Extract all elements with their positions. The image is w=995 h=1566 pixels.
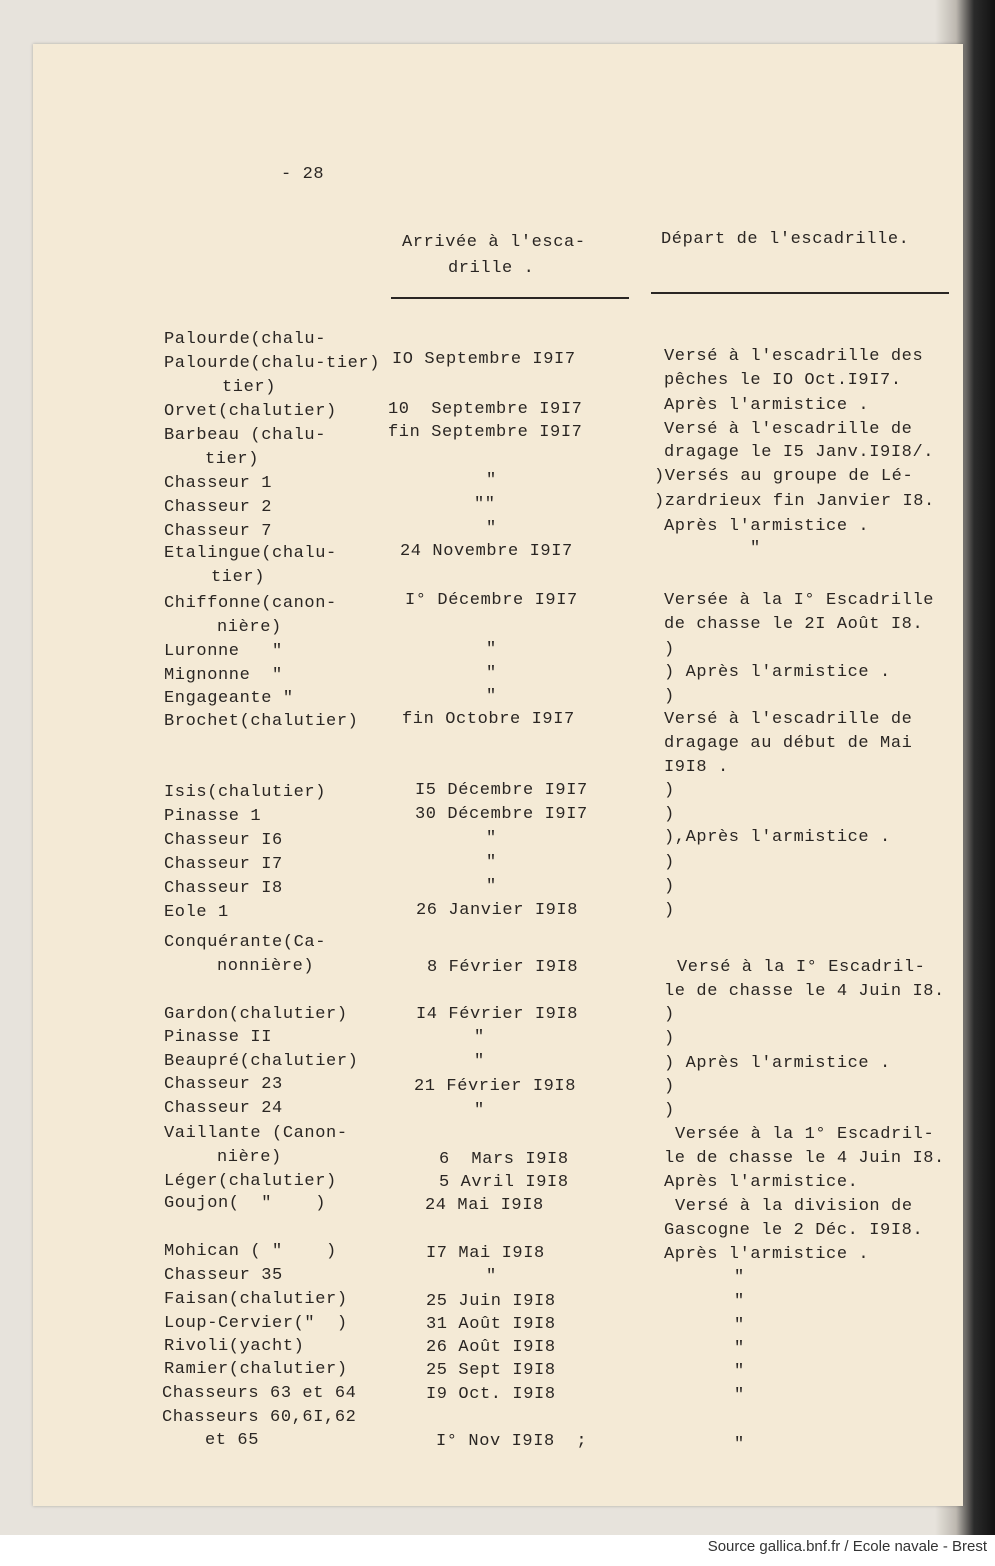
vessel-name: Ramier(chalutier) [164,1360,348,1379]
departure-note: de chasse le 2I Août I8. [664,615,924,634]
header-departure: Départ de l'escadrille. [661,230,910,249]
vessel-name: Chasseur I6 [164,831,283,850]
arrival-date: I° Nov I9I8 ; [436,1432,588,1451]
arrival-date: 10 Septembre I9I7 [388,400,583,419]
departure-note: ) [664,1005,675,1024]
departure-note: dragage le I5 Janv.I9I8/. [664,443,935,462]
arrival-date: 24 Mai I9I8 [425,1196,544,1215]
arrival-date: " [486,664,497,683]
arrival-date: I5 Décembre I9I7 [415,781,588,800]
departure-note: I9I8 . [664,758,729,777]
departure-note: ) [664,853,675,872]
vessel-name: Brochet(chalutier) [164,712,359,731]
vessel-name: tier) [211,568,266,587]
vessel-name: Palourde(chalu-tier) [164,354,381,373]
vessel-name: Chasseur 1 [164,474,273,493]
arrival-date: " [486,471,497,490]
departure-note: Versé à l'escadrille des [664,347,924,366]
arrival-date: 5 Avril I9I8 [439,1173,569,1192]
arrival-date: 25 Juin I9I8 [426,1292,556,1311]
vessel-name: Chasseurs 60,6I,62 [162,1408,357,1427]
page-number: - 28 [281,165,325,184]
vessel-name: Conquérante(Ca- [164,933,327,952]
vessel-name: Etalingue(chalu- [164,544,337,563]
departure-note: ) [664,640,675,659]
arrival-date: fin Octobre I9I7 [402,710,575,729]
arrival-date: "" [474,495,496,514]
arrival-date: " [486,853,497,872]
departure-note: ),Après l'armistice . [664,828,891,847]
vessel-name: Barbeau (chalu- [164,426,327,445]
vessel-name: Mohican ( " ) [164,1242,337,1261]
departure-note: Après l'armistice. [664,1173,859,1192]
arrival-date: fin Septembre I9I7 [388,423,583,442]
departure-note: " [734,1292,745,1311]
departure-note: " [734,1362,745,1381]
departure-note: ) [664,901,675,920]
source-credit: Source gallica.bnf.fr / Ecole navale - Brest [707,1538,987,1555]
vessel-name: et 65 [205,1431,260,1450]
departure-note: Versé à la division de [675,1197,913,1216]
departure-note: Versé à l'escadrille de [664,420,913,439]
arrival-date: " [474,1028,485,1047]
header-arrival-line2: drille . [448,259,535,278]
vessel-name: nonnière) [217,957,315,976]
departure-note: Gascogne le 2 Déc. I9I8. [664,1221,924,1240]
vessel-name: Gardon(chalutier) [164,1005,348,1024]
vessel-name: Chasseur 23 [164,1075,283,1094]
vessel-name: Pinasse II [164,1028,273,1047]
arrival-date: I7 Mai I9I8 [426,1244,545,1263]
departure-note: " [734,1435,745,1454]
arrival-date: 26 Août I9I8 [426,1338,556,1357]
arrival-date: " [474,1101,485,1120]
departure-note: Après l'armistice . [664,1245,870,1264]
header-arrival-line1: Arrivée à l'esca- [402,233,586,252]
vessel-name: tier) [205,450,260,469]
departure-note: Après l'armistice . [664,396,870,415]
vessel-name: Chasseur 7 [164,522,273,541]
departure-note: )Versés au groupe de Lé- [654,467,914,486]
departure-note: )zardrieux fin Janvier I8. [654,492,935,511]
arrival-date: " [486,640,497,659]
departure-note: ) [664,1029,675,1048]
vessel-name: Pinasse 1 [164,807,262,826]
vessel-name: Mignonne " [164,666,283,685]
vessel-name: Chasseur 2 [164,498,273,517]
vessel-name: Engageante " [164,689,294,708]
vessel-name: Chasseur I8 [164,879,283,898]
arrival-date: 25 Sept I9I8 [426,1361,556,1380]
arrival-date: IO Septembre I9I7 [392,350,576,369]
header-rule-arrival [391,297,629,299]
departure-note: Versée à la I° Escadrille [664,591,935,610]
departure-note: ) [664,687,675,706]
vessel-name: Beaupré(chalutier) [164,1052,359,1071]
vessel-name: tier) [222,378,277,397]
vessel-name: Rivoli(yacht) [164,1337,305,1356]
arrival-date: 6 Mars I9I8 [439,1150,569,1169]
vessel-name: Léger(chalutier) [164,1172,337,1191]
departure-note: ) [664,1101,675,1120]
arrival-date: I4 Février I9I8 [416,1005,579,1024]
vessel-name: Faisan(chalutier) [164,1290,348,1309]
departure-note: Versé à l'escadrille de [664,710,913,729]
arrival-date: " [486,687,497,706]
vessel-name: Orvet(chalutier) [164,402,337,421]
arrival-date: " [474,1052,485,1071]
departure-note: Après l'armistice . [664,517,870,536]
departure-note: Versée à la 1° Escadril- [675,1125,935,1144]
arrival-date: " [486,1267,497,1286]
departure-note: ) Après l'armistice . [664,663,891,682]
departure-note: le de chasse le 4 Juin I8. [664,1149,945,1168]
vessel-name: Eole 1 [164,903,229,922]
arrival-date: " [486,829,497,848]
arrival-date: 31 Août I9I8 [426,1315,556,1334]
vessel-name: Chasseurs 63 et 64 [162,1384,357,1403]
departure-note: " [734,1339,745,1358]
departure-note: pêches le IO Oct.I9I7. [664,371,902,390]
departure-note: Versé à la I° Escadril- [677,958,926,977]
departure-note: " [750,539,761,558]
vessel-name: nière) [217,1148,282,1167]
vessel-name: Loup-Cervier(" ) [164,1314,348,1333]
vessel-name: Chasseur 35 [164,1266,283,1285]
vessel-name: Palourde(chalu- [164,330,327,349]
arrival-date: 21 Février I9I8 [414,1077,577,1096]
departure-note: ) [664,781,675,800]
vessel-name: Goujon( " ) [164,1194,327,1213]
departure-note: dragage au début de Mai [664,734,913,753]
document-page [33,44,963,1506]
vessel-name: Isis(chalutier) [164,783,327,802]
arrival-date: " [486,877,497,896]
header-rule-departure [651,292,949,294]
departure-note: " [734,1316,745,1335]
departure-note: ) [664,877,675,896]
vessel-name: Chasseur I7 [164,855,283,874]
departure-note: ) [664,1077,675,1096]
arrival-date: I° Décembre I9I7 [405,591,578,610]
vessel-name: nière) [217,618,282,637]
departure-note: " [734,1386,745,1405]
arrival-date: 24 Novembre I9I7 [400,542,573,561]
departure-note: ) [664,805,675,824]
vessel-name: Chiffonne(canon- [164,594,337,613]
arrival-date: 8 Février I9I8 [427,958,579,977]
departure-note: " [734,1268,745,1287]
arrival-date: 26 Janvier I9I8 [416,901,579,920]
vessel-name: Vaillante (Canon- [164,1124,348,1143]
arrival-date: " [486,519,497,538]
vessel-name: Chasseur 24 [164,1099,283,1118]
arrival-date: 30 Décembre I9I7 [415,805,588,824]
departure-note: le de chasse le 4 Juin I8. [664,982,945,1001]
vessel-name: Luronne " [164,642,283,661]
departure-note: ) Après l'armistice . [664,1054,891,1073]
arrival-date: I9 Oct. I9I8 [426,1385,556,1404]
